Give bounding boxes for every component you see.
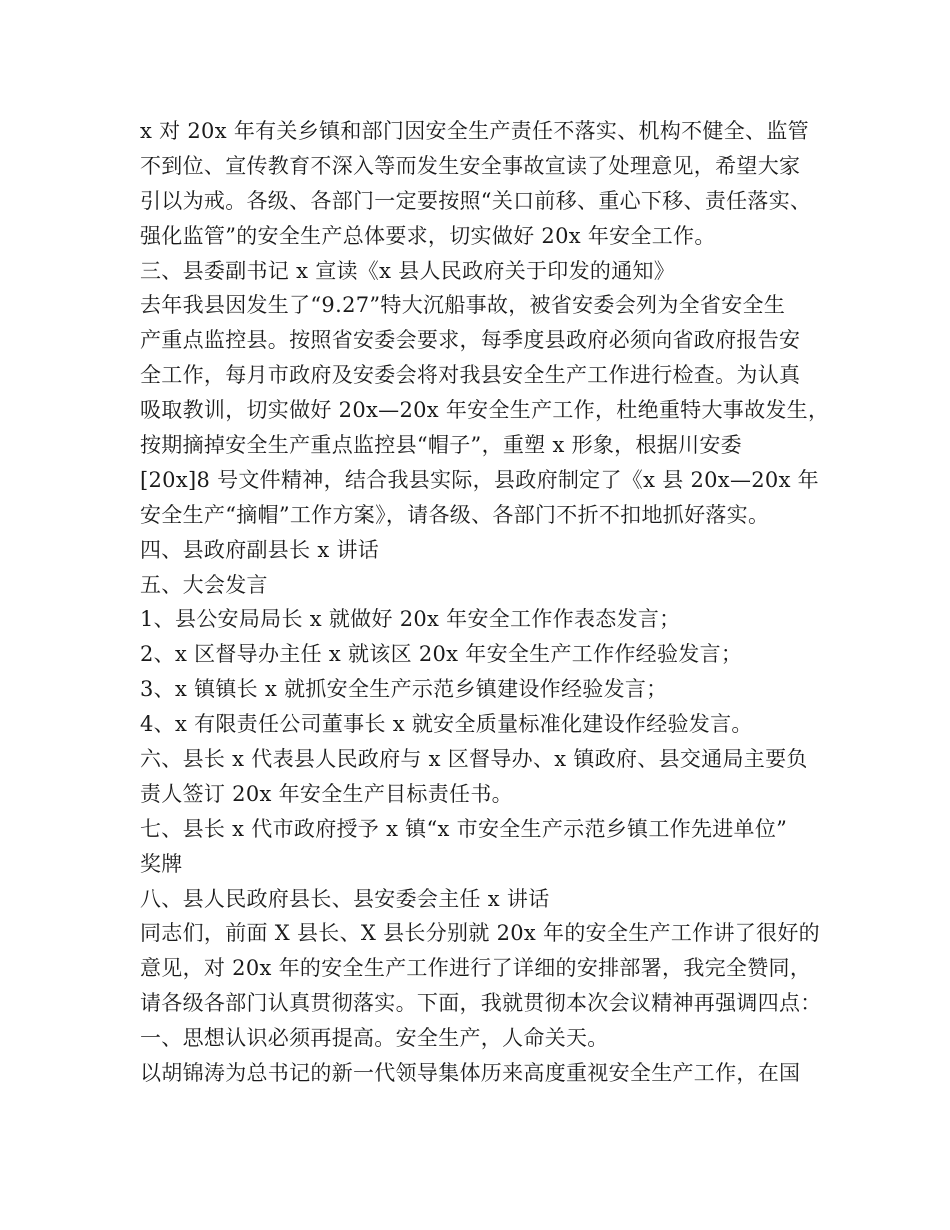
text-line: 按期摘掉安全生产重点监控县“帽子”，重塑 x 形象，根据川安委 [140, 433, 742, 458]
text-line: 去年我县因发生了“9.27”特大沉船事故，被省安委会列为全省安全生 [140, 293, 786, 318]
list-item-4: 4、x 有限责任公司董事长 x 就安全质量标准化建设作经验发言。 [140, 712, 753, 737]
section-heading-8: 八、县人民政府县长、县安委会主任 x 讲话 [140, 886, 550, 911]
list-item-3: 3、x 镇镇长 x 就抓安全生产示范乡镇建设作经验发言； [140, 677, 668, 702]
text-line: 产重点监控县。按照省安委会要求，每季度县政府必须向省政府报告安 [140, 328, 801, 353]
section-heading-6: 六、县长 x 代表县人民政府与 x 区督导办、x 镇政府、县交通局主要负 [140, 747, 808, 772]
section-heading-4: 四、县政府副县长 x 讲话 [140, 537, 380, 562]
text-line: [20x]8 号文件精神，结合我县实际，县政府制定了《x 县 20x—20x 年 [140, 467, 819, 492]
text-line: 以胡锦涛为总书记的新一代领导集体历来高度重视安全生产工作，在国 [140, 1061, 801, 1086]
text-line: x 对 20x 年有关乡镇和部门因安全生产责任不落实、机构不健全、监管 [140, 119, 809, 143]
text-line: 不到位、宣传教育不深入等而发生安全事故宣读了处理意见，希望大家 [140, 153, 801, 178]
list-item-2: 2、x 区督导办主任 x 就该区 20x 年安全生产工作作经验发言； [140, 642, 743, 667]
text-line: 强化监管”的安全生产总体要求，切实做好 20x 年安全工作。 [140, 223, 716, 248]
subsection-heading-1: 一、思想认识必须再提高。安全生产，人命关天。 [140, 1026, 609, 1051]
section-heading-7: 七、县长 x 代市政府授予 x 镇“x 市安全生产示范乡镇工作先进单位” [140, 816, 788, 841]
text-line: 奖牌 [140, 851, 183, 876]
text-line: 全工作，每月市政府及安委会将对我县安全生产工作进行检查。为认真 [140, 363, 801, 388]
text-line: 吸取教训，切实做好 20x—20x 年安全生产工作，杜绝重特大事故发生， [140, 398, 830, 423]
text-line: 请各级各部门认真贯彻落实。下面，我就贯彻本次会议精神再强调四点： [140, 991, 822, 1016]
document-body [140, 114, 830, 1091]
list-item-1: 1、县公安局局长 x 就做好 20x 年安全工作作表态发言； [140, 607, 681, 632]
text-line: 引以为戒。各级、各部门一定要按照“关口前移、重心下移、责任落实、 [140, 188, 812, 213]
text-line: 安全生产“摘帽”工作方案》，请各级、各部门不折不扣地抓好落实。 [140, 502, 770, 527]
section-heading-5: 五、大会发言 [140, 572, 268, 597]
text-line: 责人签订 20x 年安全生产目标责任书。 [140, 781, 513, 806]
section-heading-3: 三、县委副书记 x 宣读《x 县人民政府关于印发的通知》 [140, 258, 676, 283]
text-line: 同志们，前面 X 县长、X 县长分别就 20x 年的安全生产工作讲了很好的 [140, 921, 820, 946]
text-line: 意见，对 20x 年的安全生产工作进行了详细的安排部署，我完全赞同， [140, 956, 812, 981]
